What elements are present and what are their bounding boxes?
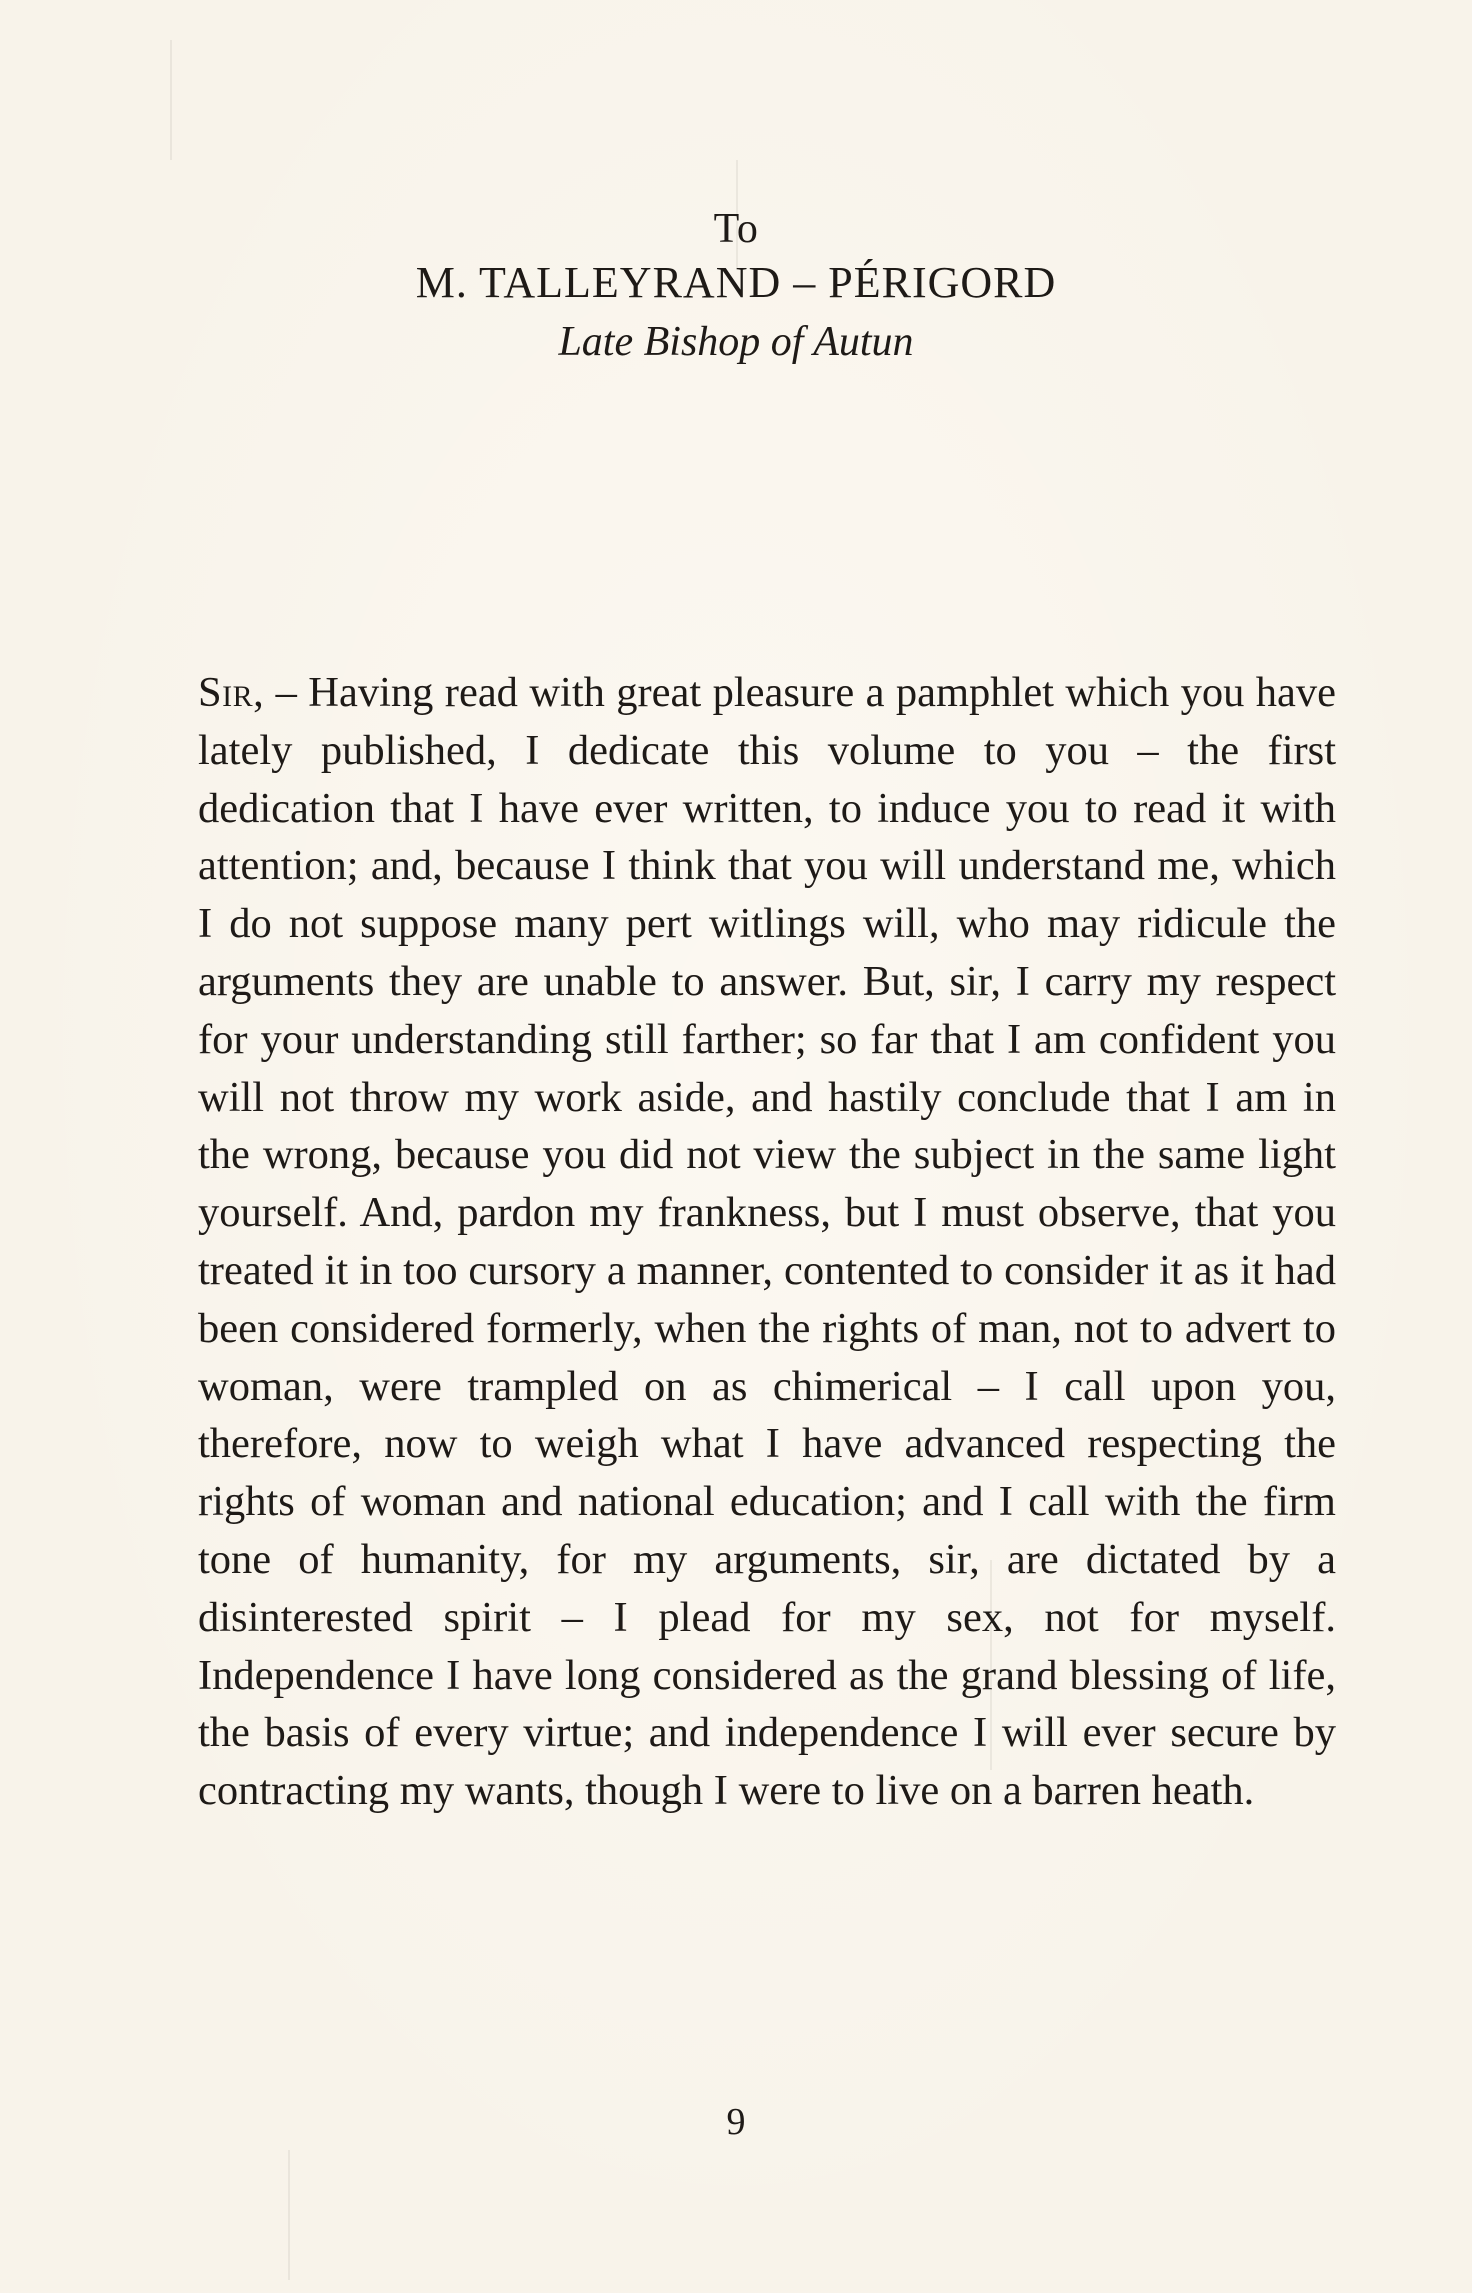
dedication-subtitle: Late Bishop of Autun: [558, 319, 914, 365]
dedication-heading: [0, 205, 1472, 371]
letter-text: – Having read with great pleasure a pamphlet which you have lately published, I dedicate this volume to you – the first dedication that I have ever written, to induce you to read it with attention; and, because I think that you will understand me, which I do not suppose many pert witlings will, who may ridicule the arguments they are unable to answer. But, sir, I carry my respect for your understanding still farther; so far that I am confident you will not throw my work aside, and hastily conclude that I am in the wrong, because you did not view the subject in the same light yourself. And, pardon my frankness, but I must observe, that you treated it in too cursory a manner, contented to consider it as it had been considered formerly, when the rights of man, not to advert to woman, were trampled on as chimerical – I call upon you, therefore, now to weigh what I have advanced respecting the rights of woman and national education; and I call with the firm tone of humanity, for my arguments, sir, are dictated by a disinterested spirit – I plead for my sex, not for myself. Independence I have long considered as the grand blessing of life, the basis of every virtue; and independence I will ever secure by contracting my wants, though I were to live on a barren heath.: [198, 669, 1336, 1815]
dedication-name: M. TALLEYRAND – PÉRIGORD: [415, 258, 1057, 307]
show-through-mark: [288, 2150, 290, 2280]
letter-body: [198, 664, 1336, 1820]
letter-salutation: Sir,: [198, 669, 265, 716]
dedication-to: To: [713, 206, 759, 252]
show-through-mark: [170, 40, 172, 160]
page-number: 9: [726, 2101, 746, 2143]
